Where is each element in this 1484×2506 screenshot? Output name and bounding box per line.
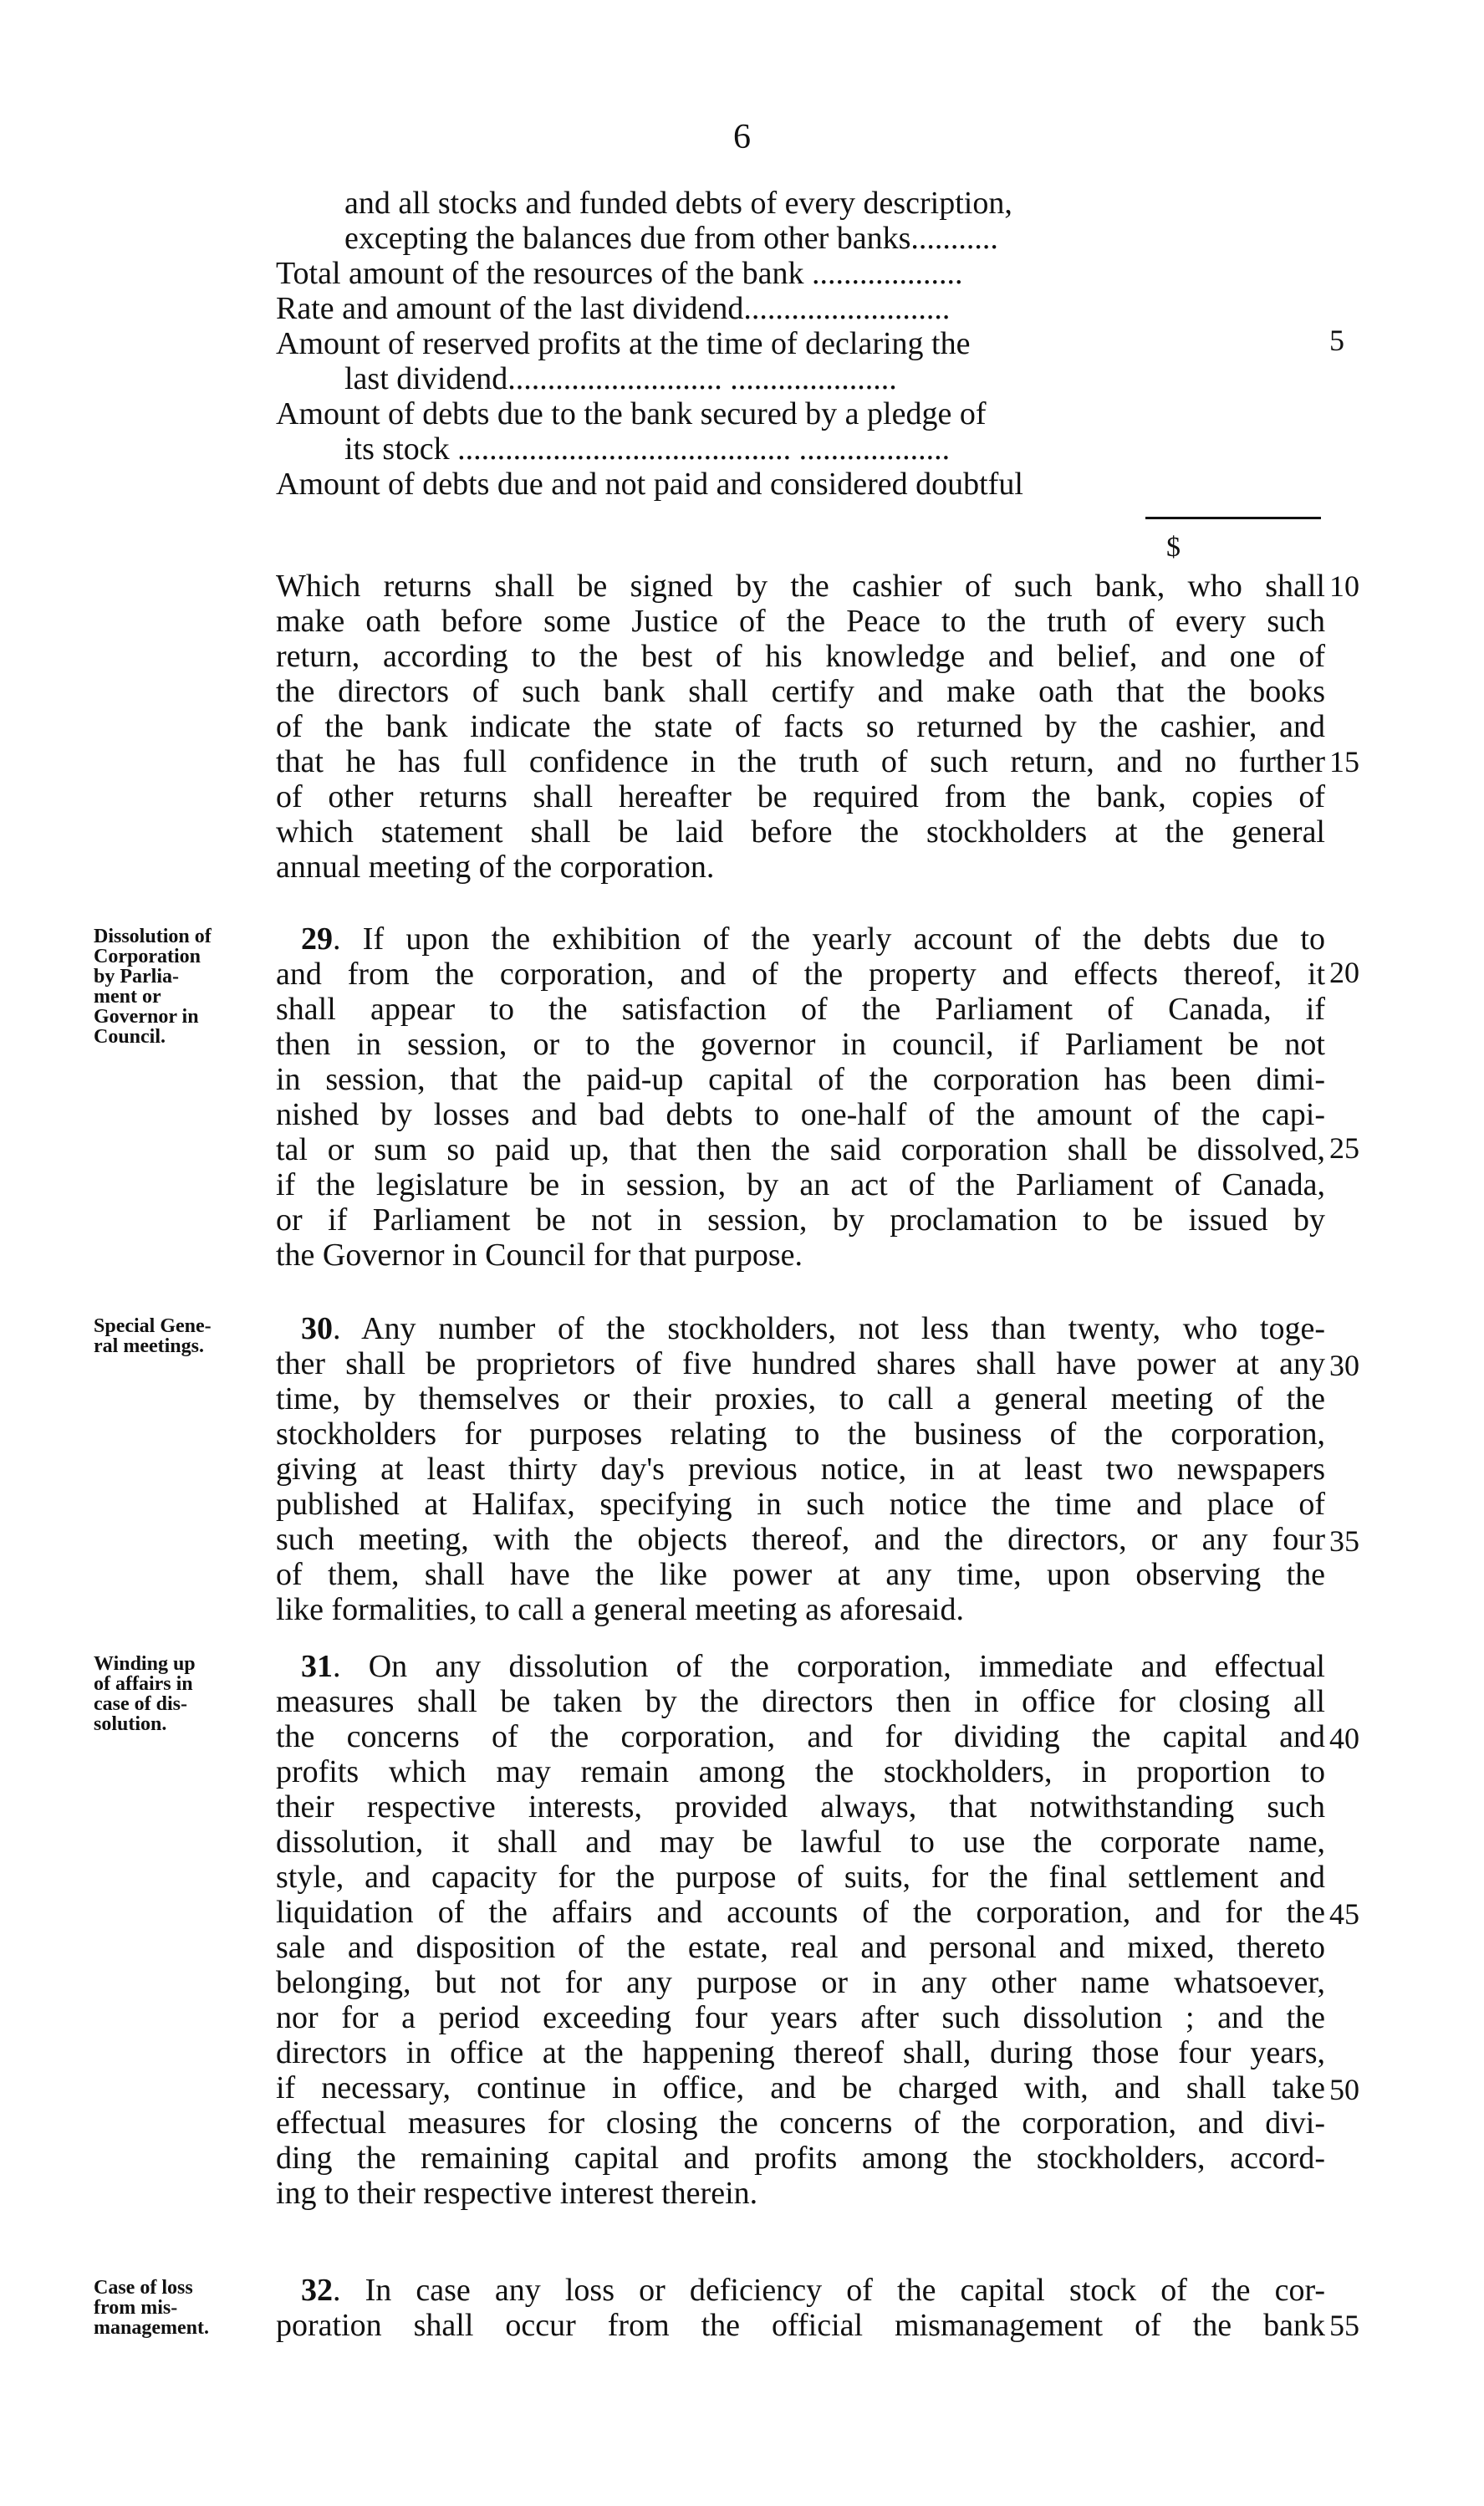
paragraph-line: the directors of such bank shall certify and make oath that the books — [276, 674, 1325, 709]
sidenote-line: management. — [94, 2317, 209, 2339]
section-sidenote — [94, 926, 269, 1047]
sidenote-line: solution. — [94, 1713, 167, 1735]
line-number: 40 — [1329, 1722, 1359, 1755]
section-line: measures shall be taken by the directors then in office for closing all — [276, 1684, 1325, 1719]
line-number: 10 — [1329, 569, 1359, 603]
sidenote-line: from mis- — [94, 2297, 178, 2319]
line-number: 55 — [1329, 2309, 1359, 2342]
section-line: sale and disposition of the estate, real and personal and mixed, thereto — [276, 1930, 1325, 1965]
section-line: like formalities, to call a general meeting as aforesaid. — [276, 1592, 964, 1627]
section-line: if the legislature be in session, by an act of the Parliament of Canada, — [276, 1167, 1325, 1202]
section-number: 30 — [301, 1311, 333, 1346]
section-line: dissolution, it shall and may be lawful to use the corporate name, — [276, 1825, 1325, 1860]
section-line: belonging, but not for any purpose or in any other name whatsoever, — [276, 1965, 1325, 2000]
section-number: 31 — [301, 1649, 333, 1684]
page-number: 6 — [733, 118, 751, 156]
paragraph-line: annual meeting of the corporation. — [276, 850, 715, 885]
section-line: of them, shall have the like power at any time, upon observing the — [276, 1557, 1325, 1592]
return-list-line: Rate and amount of the last dividend.......................... — [276, 291, 951, 326]
return-list-line: its stock .......................................... ................... — [344, 431, 951, 467]
section-line: such meeting, with the objects thereof, and the directors, or any four — [276, 1522, 1325, 1557]
section-line: if necessary, continue in office, and be charged with, and shall take — [276, 2070, 1325, 2105]
line-number: 20 — [1329, 956, 1359, 989]
line-number: 45 — [1329, 1897, 1359, 1931]
sidenote-line: Case of loss — [94, 2277, 193, 2299]
line-number: 5 — [1329, 324, 1344, 357]
section-line: or if Parliament be not in session, by proclamation to be issued by — [276, 1202, 1325, 1238]
section-line: giving at least thirty day's previous notice, in at least two newspapers — [276, 1452, 1325, 1487]
sidenote-line: ral meetings. — [94, 1335, 204, 1357]
sidenote-line: ment or — [94, 986, 161, 1008]
return-list-line: last dividend........................... ..................... — [344, 361, 897, 396]
section-line: the Governor in Council for that purpose. — [276, 1238, 803, 1273]
line-number: 50 — [1329, 2073, 1359, 2106]
line-number: 15 — [1329, 745, 1359, 778]
return-list-line: and all stocks and funded debts of every description, — [344, 186, 1012, 221]
section-line: liquidation of the affairs and accounts of the corporation, and for the — [276, 1895, 1325, 1930]
paragraph-line: return, according to the best of his knowledge and belief, and one of — [276, 639, 1325, 674]
section-line: time, by themselves or their proxies, to call a general meeting of the — [276, 1381, 1325, 1416]
sidenote-line: Dissolution of — [94, 926, 212, 947]
line-number: 35 — [1329, 1524, 1359, 1558]
section-number: 29 — [301, 921, 333, 957]
section-line: directors in office at the happening thereof shall, during those four years, — [276, 2035, 1325, 2070]
return-list-line: excepting the balances due from other banks........... — [344, 221, 998, 256]
section-line: 30. Any number of the stockholders, not less than twenty, who toge- — [301, 1311, 1325, 1346]
sidenote-line: by Parlia- — [94, 966, 179, 988]
paragraph-line: make oath before some Justice of the Peace to the truth of every such — [276, 604, 1325, 639]
paragraph-line: Which returns shall be signed by the cashier of such bank, who shall — [276, 569, 1325, 604]
return-list-line: Total amount of the resources of the bank ................... — [276, 256, 963, 291]
section-line: nor for a period exceeding four years after such dissolution ; and the — [276, 2000, 1325, 2035]
paragraph-line: of other returns shall hereafter be required from the bank, copies of — [276, 779, 1325, 814]
section-line: in session, that the paid-up capital of the corporation has been dimi- — [276, 1062, 1325, 1097]
sidenote-line: Winding up — [94, 1653, 196, 1675]
section-line: effectual measures for closing the concerns of the corporation, and divi- — [276, 2105, 1325, 2141]
section-line: ther shall be proprietors of five hundred shares shall have power at any — [276, 1346, 1325, 1381]
paragraph-line: of the bank indicate the state of facts so returned by the cashier, and — [276, 709, 1325, 744]
section-line: 32. In case any loss or deficiency of the capital stock of the cor- — [301, 2273, 1325, 2308]
section-line: published at Halifax, specifying in such notice the time and place of — [276, 1487, 1325, 1522]
section-sidenote — [94, 2278, 269, 2338]
section-line: 29. If upon the exhibition of the yearly account of the debts due to — [301, 921, 1325, 957]
line-number: 30 — [1329, 1349, 1359, 1382]
section-line: shall appear to the satisfaction of the Parliament of Canada, if — [276, 992, 1325, 1027]
section-line: then in session, or to the governor in council, if Parliament be not — [276, 1027, 1325, 1062]
return-list-line: Amount of reserved profits at the time of declaring the — [276, 326, 971, 361]
return-list-line: Amount of debts due and not paid and considered doubtful — [276, 467, 1023, 502]
total-rule — [1145, 517, 1321, 519]
section-line: nished by losses and bad debts to one-half of the amount of the capi- — [276, 1097, 1325, 1132]
paragraph-line: which statement shall be laid before the stockholders at the general — [276, 814, 1325, 850]
sidenote-line: Corporation — [94, 946, 201, 967]
sidenote-line: Council. — [94, 1026, 166, 1048]
section-line: tal or sum so paid up, that then the said corporation shall be dissolved, — [276, 1132, 1325, 1167]
sidenote-line: of affairs in — [94, 1673, 193, 1695]
paragraph-line: that he has full confidence in the truth of such return, and no further — [276, 744, 1325, 779]
section-sidenote — [94, 1316, 269, 1356]
section-line: stockholders for purposes relating to the business of the corporation, — [276, 1416, 1325, 1452]
section-line: and from the corporation, and of the property and effects thereof, it — [276, 957, 1325, 992]
section-line: style, and capacity for the purpose of suits, for the final settlement and — [276, 1860, 1325, 1895]
line-number: 25 — [1329, 1131, 1359, 1165]
section-line: profits which may remain among the stockholders, in proportion to — [276, 1754, 1325, 1789]
section-line: 31. On any dissolution of the corporation, immediate and effectual — [301, 1649, 1325, 1684]
section-line: poration shall occur from the official mismanagement of the bank — [276, 2308, 1325, 2343]
return-list-line: Amount of debts due to the bank secured by a pledge of — [276, 396, 987, 431]
section-line: their respective interests, provided always, that notwithstanding such — [276, 1789, 1325, 1825]
sidenote-line: Special Gene- — [94, 1315, 212, 1337]
sidenote-line: case of dis- — [94, 1693, 187, 1715]
section-line: ing to their respective interest therein. — [276, 2176, 758, 2211]
section-line: the concerns of the corporation, and for dividing the capital and — [276, 1719, 1325, 1754]
dollar-sign: $ — [1166, 532, 1181, 563]
section-number: 32 — [301, 2273, 333, 2308]
section-sidenote — [94, 1654, 269, 1734]
section-line: ding the remaining capital and profits among the stockholders, accord- — [276, 2141, 1325, 2176]
sidenote-line: Governor in — [94, 1006, 199, 1028]
